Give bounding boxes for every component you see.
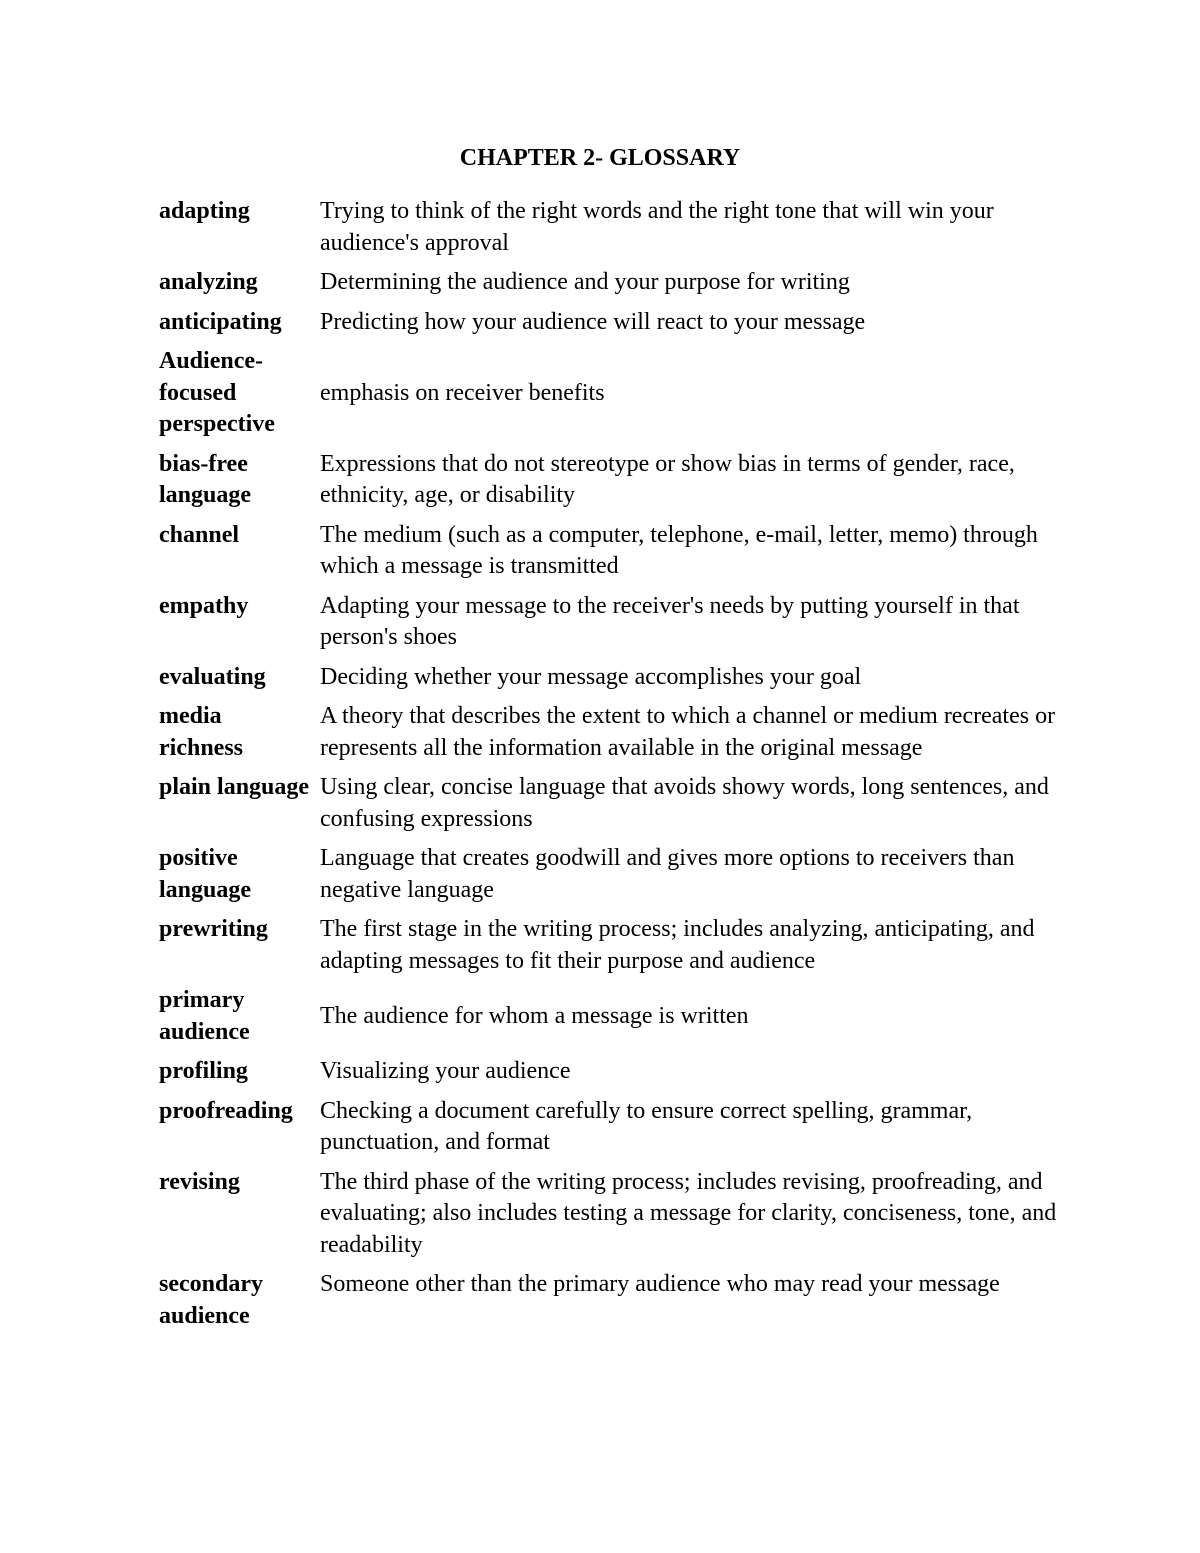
glossary-definition: The audience for whom a message is written <box>320 1002 749 1029</box>
glossary-term: proofreading <box>159 1097 293 1124</box>
glossary-definition: Expressions that do not stereotype or show bias in terms of gender, race, ethnicity, age, or disability <box>320 450 1015 508</box>
glossary-entry-plain-language <box>159 772 1059 835</box>
glossary-definition: The third phase of the writing process; includes revising, proofreading, and evaluating; also includes testing a message for clarity, conciseness, tone, and readability <box>320 1168 1057 1258</box>
glossary-term: profiling <box>159 1058 248 1084</box>
glossary-definition: The first stage in the writing process; includes analyzing, anticipating, and adapting messages to fit their purpose and audience <box>320 916 1035 974</box>
glossary-entry-adapting <box>159 196 1059 259</box>
glossary-entry-anticipating <box>159 307 1059 339</box>
glossary-term: channel <box>159 521 240 548</box>
glossary-definition: A theory that describes the extent to which a channel or medium recreates or represents all the information available in the original message <box>320 703 1056 761</box>
page-title: CHAPTER 2- GLOSSARY <box>459 145 741 171</box>
glossary-term: positive language <box>159 845 252 903</box>
glossary-term: revising <box>159 1168 240 1195</box>
glossary-term: Audience-focused perspective <box>159 348 275 437</box>
glossary-entry-secondary-audience <box>159 1269 1059 1332</box>
glossary-definition: Determining the audience and your purpose for writing <box>320 269 850 295</box>
glossary-definition: emphasis on receiver benefits <box>320 379 605 406</box>
glossary-term: media richness <box>159 703 243 761</box>
glossary-definition: Deciding whether your message accomplishes your goal <box>320 663 862 690</box>
glossary-definition: Trying to think of the right words and the right tone that will win your audience's approval <box>320 198 994 256</box>
glossary-definition: Using clear, concise language that avoids showy words, long sentences, and confusing expressions <box>320 774 1049 832</box>
glossary-entry-analyzing <box>159 267 1059 299</box>
glossary-term: evaluating <box>159 663 266 690</box>
glossary-term: empathy <box>159 592 249 619</box>
glossary-term: adapting <box>159 198 250 224</box>
glossary-term: secondary audience <box>159 1271 263 1329</box>
glossary-definition: Checking a document carefully to ensure correct spelling, grammar, punctuation, and format <box>320 1097 973 1155</box>
glossary-term: analyzing <box>159 269 258 295</box>
glossary-definition: Visualizing your audience <box>320 1058 571 1084</box>
glossary-entry-audience-focused-perspective <box>159 346 1059 441</box>
glossary-entry-positive-language <box>159 843 1059 906</box>
glossary-entry-prewriting <box>159 914 1059 977</box>
glossary-entry-media-richness <box>159 701 1059 764</box>
glossary-term: bias-free language <box>159 450 252 508</box>
glossary-term: plain language <box>159 774 310 800</box>
glossary-definition: Someone other than the primary audience who may read your message <box>320 1271 1000 1297</box>
glossary-entry-evaluating <box>159 662 1059 694</box>
glossary-entry-proofreading <box>159 1096 1059 1159</box>
glossary-term: prewriting <box>159 916 268 942</box>
glossary-entry-profiling <box>159 1056 1059 1088</box>
glossary-entry-revising <box>159 1167 1059 1262</box>
glossary-term: primary audience <box>159 987 250 1045</box>
glossary-entry-bias-free-language <box>159 449 1059 512</box>
glossary-term: anticipating <box>159 308 282 335</box>
glossary-definition: The medium (such as a computer, telephone, e-mail, letter, memo) through which a message is transmitted <box>320 521 1038 579</box>
glossary-list <box>159 196 1059 1340</box>
glossary-definition: Language that creates goodwill and gives more options to receivers than negative language <box>320 845 1015 903</box>
glossary-definition: Adapting your message to the receiver's needs by putting yourself in that person's shoes <box>320 592 1020 650</box>
glossary-entry-empathy <box>159 591 1059 654</box>
glossary-entry-primary-audience <box>159 985 1059 1048</box>
glossary-definition: Predicting how your audience will react to your message <box>320 308 866 335</box>
glossary-entry-channel <box>159 520 1059 583</box>
